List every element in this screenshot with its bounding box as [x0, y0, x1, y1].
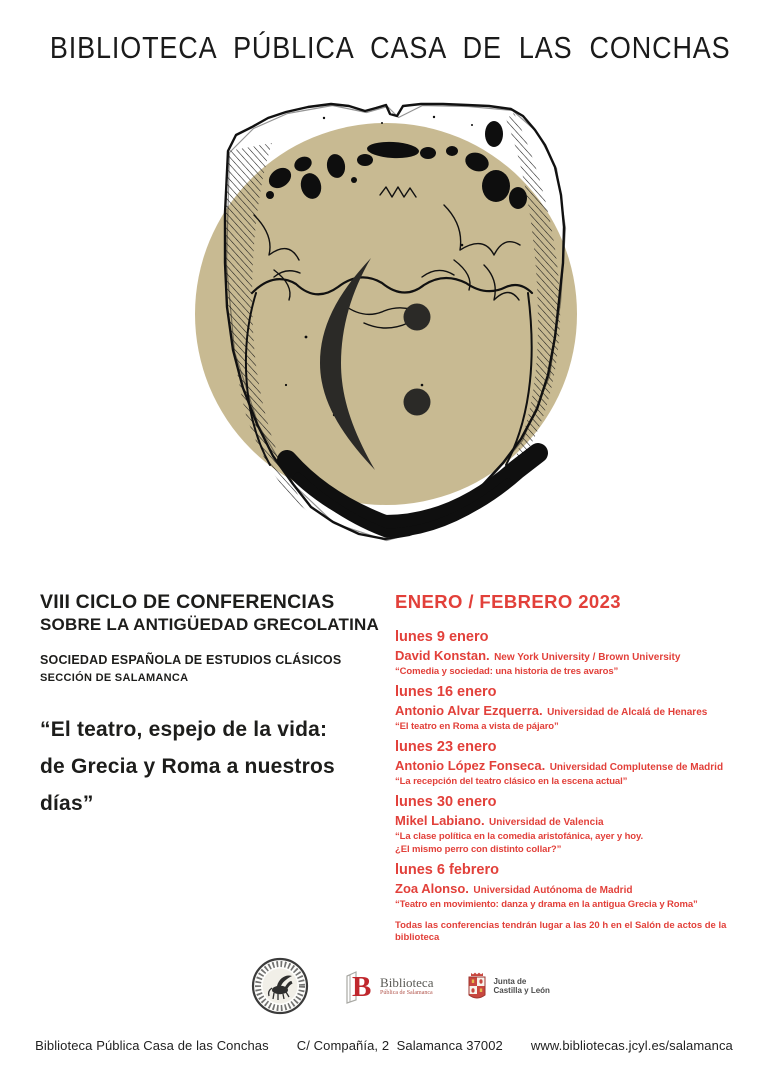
left-column: [40, 591, 390, 822]
schedule-entry: [395, 629, 755, 678]
speaker-name: David Konstan.: [395, 648, 490, 663]
speaker-affiliation: Universidad de Valencia: [489, 817, 604, 828]
schedule-note: Todas las conferencias tendrán lugar a las 20 h en el Salón de actos de la biblioteca: [395, 920, 727, 943]
biblioteca-logo: [344, 967, 433, 1005]
entry-speaker-line: [395, 813, 755, 830]
entry-speaker-line: [395, 758, 755, 775]
schedule-entry: [395, 739, 755, 788]
biblioteca-logo-text: [380, 976, 433, 997]
series-title-line1: VIII CICLO DE CONFERENCIAS: [40, 591, 335, 613]
talk-title: “La recepción del teatro clásico en la escena actual”: [395, 776, 628, 787]
entry-speaker-line: [395, 648, 755, 665]
entry-date: lunes 30 enero: [395, 794, 497, 810]
organizer-section: SECCIÓN DE SALAMANCA: [40, 672, 189, 684]
speaker-name: Antonio Alvar Ezquerra.: [395, 703, 543, 718]
talk-title-line2: ¿El mismo perro con distinto collar?”: [395, 844, 562, 855]
book-b-icon: [344, 967, 374, 1005]
speaker-name: Zoa Alonso.: [395, 881, 469, 896]
schedule-entry: [395, 862, 755, 911]
speaker-affiliation: Universidad de Alcalá de Henares: [547, 707, 708, 718]
footer-library-name: Biblioteca Pública Casa de las Conchas: [35, 1038, 269, 1053]
organizer-name: SOCIEDAD ESPAÑOLA DE ESTUDIOS CLÁSICOS: [40, 653, 342, 667]
mask-svg: [124, 85, 644, 585]
seec-seal-logo: [250, 956, 310, 1016]
castilla-leon-shield-icon: [467, 971, 487, 1001]
entry-date: lunes 6 febrero: [395, 862, 499, 878]
library-title: BIBLIOTECA PÚBLICA CASA DE LAS CONCHAS: [49, 30, 731, 65]
junta-castilla-leon-logo: [467, 971, 549, 1001]
entry-date: lunes 16 enero: [395, 684, 497, 700]
theme-quote-line2: de Grecia y Roma a nuestros: [40, 755, 335, 778]
talk-title: “La clase política en la comedia aristofánica, ayer y hoy.: [395, 831, 643, 842]
series-title-line2: SOBRE LA ANTIGÜEDAD GRECOLATINA: [40, 615, 379, 634]
talk-title: “Teatro en movimiento: danza y drama en la antigua Grecia y Roma”: [395, 899, 698, 910]
speaker-affiliation: New York University / Brown University: [494, 652, 681, 663]
entry-date: lunes 9 enero: [395, 629, 489, 645]
junta-logo-text: [493, 977, 549, 995]
logos-row: [16, 956, 768, 1016]
entry-speaker-line: [395, 703, 755, 720]
junta-logo-line2: Castilla y León: [493, 986, 550, 995]
theater-mask-illustration: [124, 85, 644, 585]
speaker-name: Antonio López Fonseca.: [395, 758, 546, 773]
svg-text:B: B: [352, 971, 372, 1003]
footer-address: C/ Compañía, 2 Salamanca 37002: [296, 1038, 503, 1053]
speaker-name: Mikel Labiano.: [395, 813, 485, 828]
entry-speaker-line: [395, 881, 755, 898]
schedule-entry: [395, 684, 755, 733]
entry-date: lunes 23 enero: [395, 739, 497, 755]
pegasus-seal-icon: [250, 956, 310, 1016]
schedule-column: [395, 591, 755, 944]
speaker-affiliation: Universidad Autónoma de Madrid: [473, 885, 633, 896]
talk-title: “El teatro en Roma a vista de pájaro”: [395, 721, 559, 732]
schedule-period-title: ENERO / FEBRERO 2023: [395, 591, 621, 612]
theme-quote: [40, 711, 390, 822]
footer-website: www.bibliotecas.jcyl.es/salamanca: [530, 1038, 733, 1053]
junta-logo-line1: Junta de: [493, 977, 527, 986]
biblioteca-logo-subtitle: Pública de Salamanca: [380, 989, 433, 996]
talk-title: “Comedia y sociedad: una historia de tres avaros”: [395, 666, 619, 677]
speaker-affiliation: Universidad Complutense de Madrid: [549, 762, 724, 773]
theme-quote-line3: días”: [40, 792, 94, 815]
biblioteca-logo-name: Biblioteca: [380, 974, 434, 990]
schedule-entry: [395, 794, 755, 856]
theme-quote-line1: “El teatro, espejo de la vida:: [40, 718, 328, 741]
footer: [0, 1038, 768, 1053]
